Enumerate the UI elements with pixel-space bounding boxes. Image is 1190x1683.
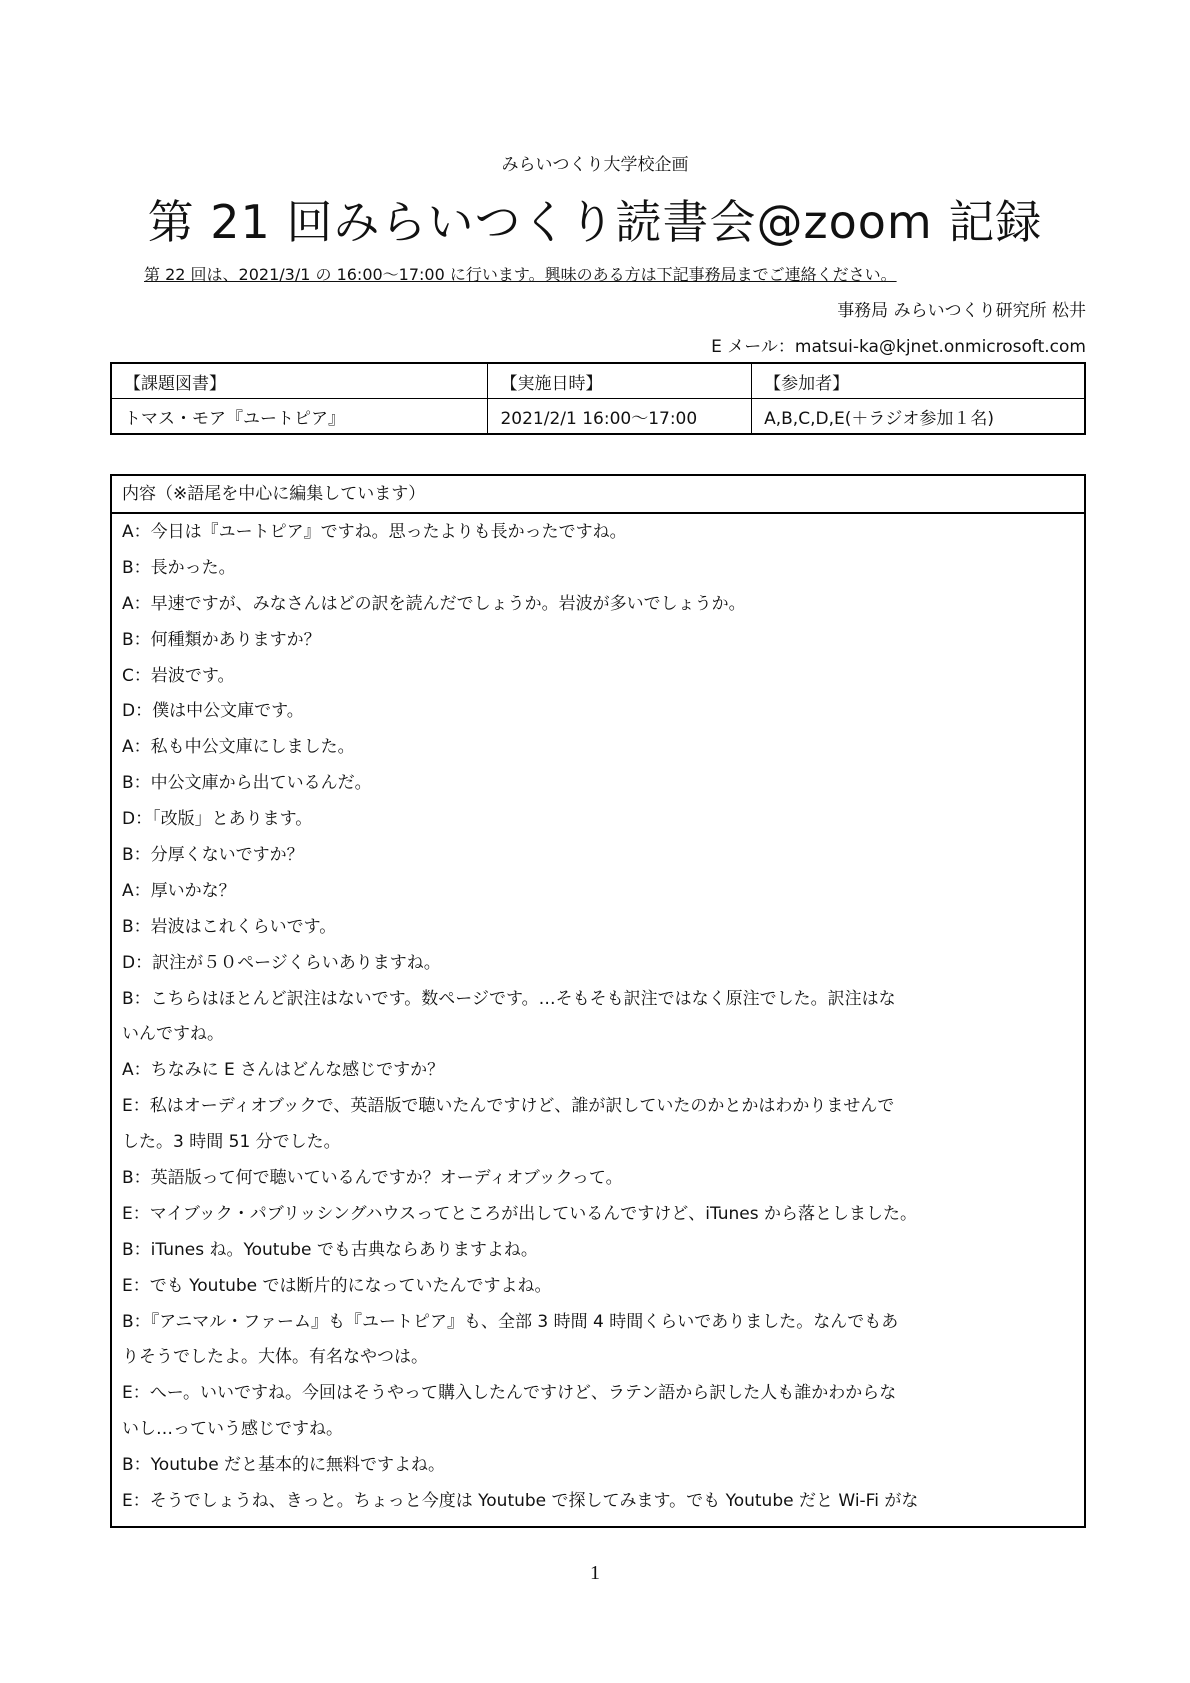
- info-table: [110, 362, 1086, 435]
- info-value-book: トマス・モア『ユートピア』: [111, 399, 488, 435]
- event-series-label: みらいつくり大学校企画: [501, 155, 689, 175]
- info-header-book: 【課題図書】: [111, 363, 488, 399]
- transcript-line: B：長かった。: [122, 557, 236, 578]
- office-contact: 事務局 みらいつくり研究所 松井: [837, 301, 1086, 321]
- transcript-line: B：英語版って何で聴いているんですか？オーディオブックって。: [122, 1168, 623, 1189]
- email-contact: E メール：matsui-ka@kjnet.onmicrosoft.com: [711, 337, 1086, 357]
- transcript-box: [110, 474, 1086, 1528]
- transcript-line: A：早速ですが、みなさんはどの訳を読んだでしょうか。岩波が多いでしょうか。: [122, 593, 746, 614]
- transcript-line: E：でも Youtube では断片的になっていたんですよね。: [122, 1275, 552, 1296]
- info-value-participants: A,B,C,D,E(＋ラジオ参加１名): [752, 399, 1085, 435]
- info-header-participants: 【参加者】: [752, 363, 1085, 399]
- transcript-line: した。3 時間 51 分でした。: [122, 1132, 341, 1153]
- info-value-datetime: 2021/2/1 16:00〜17:00: [488, 399, 752, 435]
- page-title: 第 21 回みらいつくり読書会@zoom 記録: [147, 195, 1043, 249]
- transcript-header: 内容（※語尾を中心に編集しています）: [112, 476, 1084, 514]
- transcript-line: いし…っていう感じですね。: [122, 1419, 343, 1440]
- transcript-line: B：iTunes ね。Youtube でも古典ならありますよね。: [122, 1239, 538, 1260]
- next-session-notice: 第 22 回は、2021/3/1 の 16:00〜17:00 に行います。興味のある方は下記事務局までご連絡ください。: [144, 265, 897, 284]
- transcript-line: B：中公文庫から出ているんだ。: [122, 773, 372, 794]
- transcript-line: A：今日は『ユートピア』ですね。思ったよりも長かったですね。: [122, 522, 627, 542]
- page-number: 1: [590, 1562, 600, 1584]
- info-header-datetime: 【実施日時】: [488, 363, 752, 399]
- transcript-line: B：岩波はこれくらいです。: [122, 916, 337, 937]
- transcript-line: E：へー。いいですね。今回はそうやって購入したんですけど、ラテン語から訳した人も誰かわからな: [122, 1383, 897, 1404]
- transcript-lines: [112, 514, 1084, 1519]
- transcript-line: A：厚いかな？: [122, 880, 236, 901]
- transcript-line: C：岩波です。: [122, 665, 235, 686]
- transcript-line: D：僕は中公文庫です。: [122, 701, 304, 722]
- transcript-line: B：『アニマル・ファーム』も『ユートピア』も、全部 3 時間 4 時間くらいでありました。なんでもあ: [122, 1311, 899, 1332]
- transcript-line: B：何種類かありますか？: [122, 629, 321, 650]
- transcript-line: E：そうでしょうね、きっと。ちょっと今度は Youtube で探してみます。でも Youtube だと Wi-Fi がな: [122, 1491, 919, 1512]
- info-table-value-row: [111, 399, 1085, 435]
- transcript-line: B：こちらはほとんど訳注はないです。数ページです。…そもそも訳注ではなく原注でした。訳注はな: [122, 988, 896, 1009]
- transcript-line: D：「改版」とあります。: [122, 809, 313, 830]
- transcript-line: B：Youtube だと基本的に無料ですよね。: [122, 1455, 446, 1476]
- transcript-line: A：私も中公文庫にしました。: [122, 737, 355, 758]
- transcript-line: りそうでしたよ。大体。有名なやつは。: [122, 1347, 428, 1368]
- transcript-line: B：分厚くないですか？: [122, 845, 304, 866]
- transcript-line: D：訳注が５０ページくらいありますね。: [122, 952, 441, 973]
- transcript-line: いんですね。: [122, 1024, 224, 1045]
- info-table-header-row: [111, 363, 1085, 399]
- transcript-line: A：ちなみに E さんはどんな感じですか？: [122, 1060, 445, 1081]
- transcript-line: E：私はオーディオブックで、英語版で聴いたんですけど、誰が訳していたのかとかはわかりませんで: [122, 1096, 895, 1117]
- transcript-line: E：マイブック・パブリッシングハウスってところが出しているんですけど、iTunes から落としました。: [122, 1203, 918, 1224]
